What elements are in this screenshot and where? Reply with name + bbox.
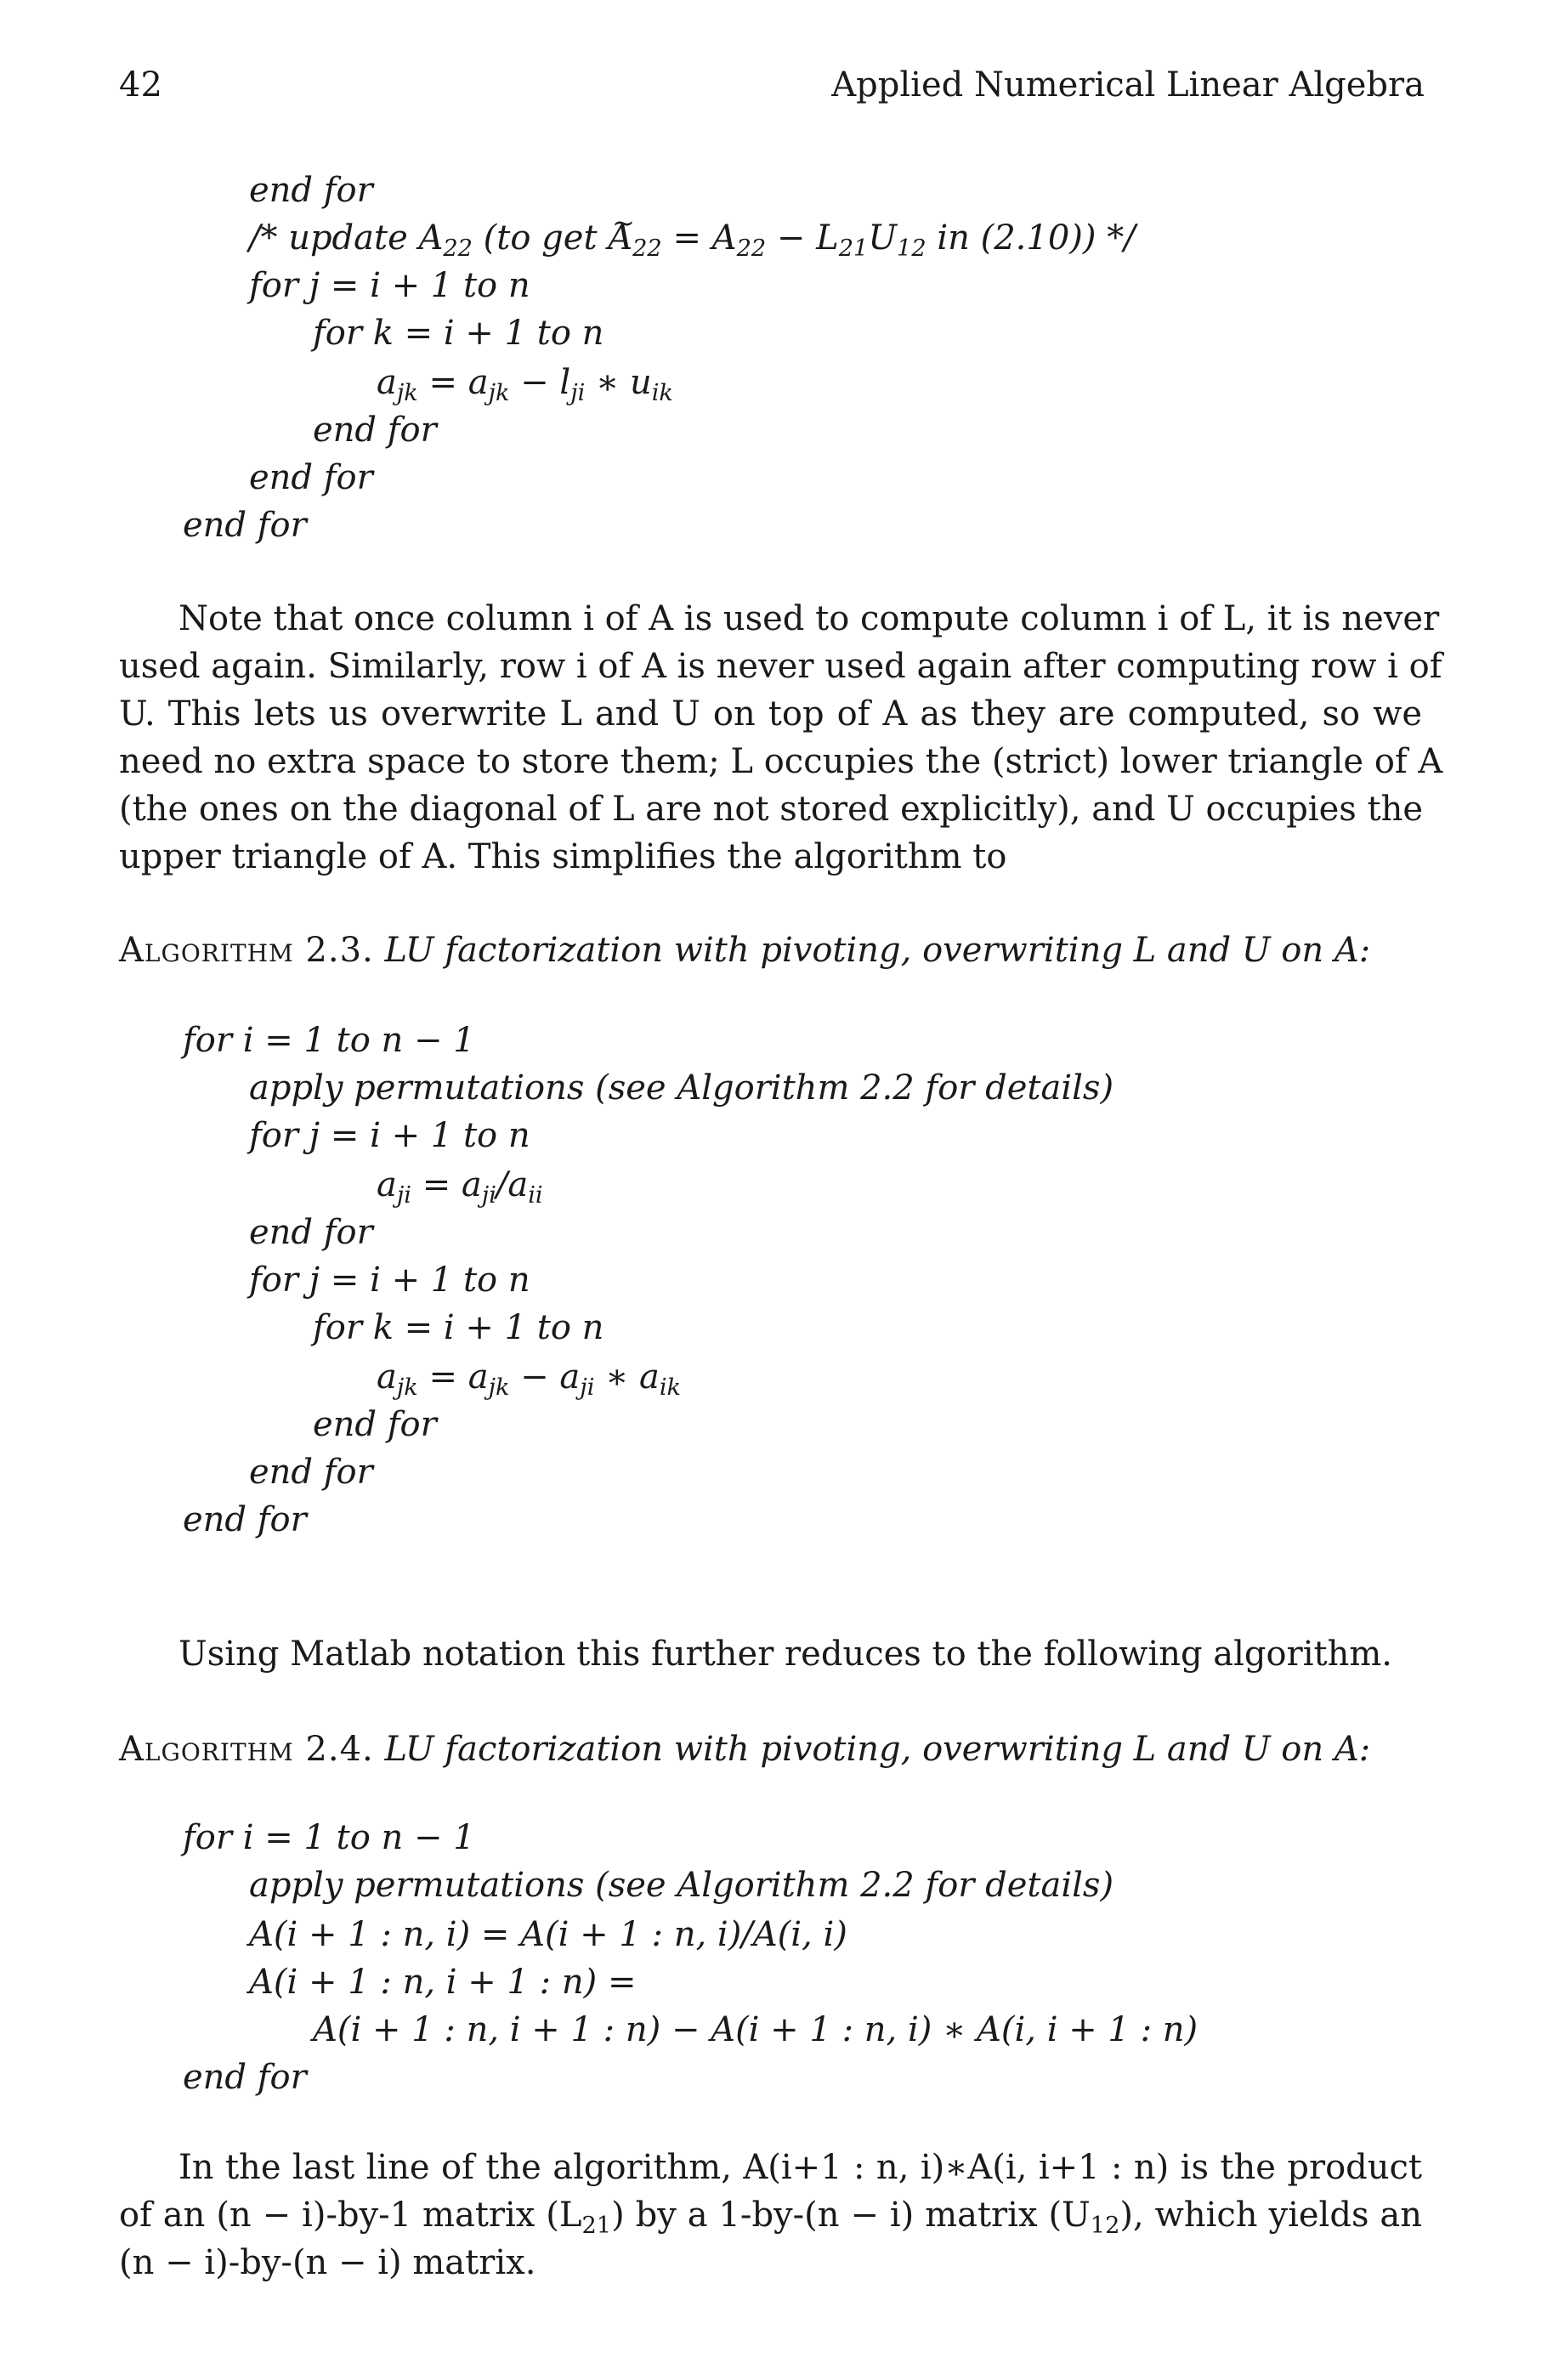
code-line: for j = i + 1 to n [249,266,530,305]
text-line: Note that once column i of A is used to compute column i of L, it is never [178,599,1440,638]
algorithm-heading [119,1727,1370,1771]
code-line: end for [313,411,437,450]
code-line: end for [249,1213,373,1252]
text-line: upper triangle of A. This simplifies the algorithm to [119,837,1007,876]
code-line: end for [249,1453,373,1492]
code-line: end for [249,458,373,497]
code-line: end for [183,1500,307,1539]
code-line: for k = i + 1 to n [313,1308,604,1347]
code-line: end for [183,506,307,545]
code-line: /* update $A_{22}$ (to get ~ $A_{22} = A_{22} - L_{21}U_{12}$ in (2.10)) */ [249,216,1136,260]
code-line: end for [183,2058,307,2097]
text-line: In the last line of the algorithm, A(i+1 : n, i)∗A(i, i+1 : n) is the product [178,2148,1422,2187]
running-title: Applied Numerical Linear Algebra [831,65,1425,105]
algorithm-title: LU factorization with pivoting, overwriting L and U on A: [384,931,1371,970]
text-line: of an (n − i)-by-1 matrix $(L_{21})$ by a 1-by-(n − i) matrix $(U_{12})$, which yields an [119,2196,1423,2240]
algorithm-label: Algorithm 2.3. [119,931,374,970]
code-line: apply permutations (see Algorithm 2.2 for details) [249,1866,1114,1905]
text-line: (the ones on the diagonal of L are not stored explicitly), and U occupies the [119,790,1424,829]
code-line: $a_{jk} = a_{jk} - a_{ji}$ ∗ $a_{ik}$ [377,1357,682,1402]
code-line: end for [313,1405,437,1444]
text-line: need no extra space to store them; L occupies the (strict) lower triangle of A [119,742,1443,781]
code-line: for k = i + 1 to n [313,314,604,353]
code-line: $a_{ji} = a_{ji}/a_{ii}$ [377,1165,543,1210]
text-line: used again. Similarly, row i of A is never used again after computing row i of [119,647,1442,686]
code-line: for j = i + 1 to n [249,1116,530,1155]
algorithm-label: Algorithm 2.4. [119,1730,374,1769]
page-number: 42 [119,65,162,105]
paragraph-matlab-notation: Using Matlab notation this further reduces to the following algorithm. [178,1635,1393,1674]
text-line: (n − i)-by-(n − i) matrix. [119,2243,536,2282]
code-line: apply permutations (see Algorithm 2.2 for details) [249,1068,1114,1108]
code-line: A(i + 1 : n, i + 1 : n) = [249,1963,637,2002]
code-line: for i = 1 to n − 1 [183,1818,475,1857]
code-line: A(i + 1 : n, i + 1 : n) − A(i + 1 : n, i) ∗ A(i, i + 1 : n) [313,2010,1198,2049]
code-line: A(i + 1 : n, i) = A(i + 1 : n, i)/A(i, i) [249,1915,847,1954]
code-line: $a_{jk} = a_{jk} - l_{ji}$ ∗ $u_{ik}$ [377,363,673,407]
code-line: for i = 1 to n − 1 [183,1021,475,1060]
code-line: end for [249,171,373,210]
algorithm-heading [119,928,1370,972]
algorithm-title: LU factorization with pivoting, overwriting L and U on A: [384,1730,1371,1769]
text-line: U. This lets us overwrite L and U on top of A as they are computed, so we [119,694,1422,734]
code-line: for j = i + 1 to n [249,1261,530,1300]
